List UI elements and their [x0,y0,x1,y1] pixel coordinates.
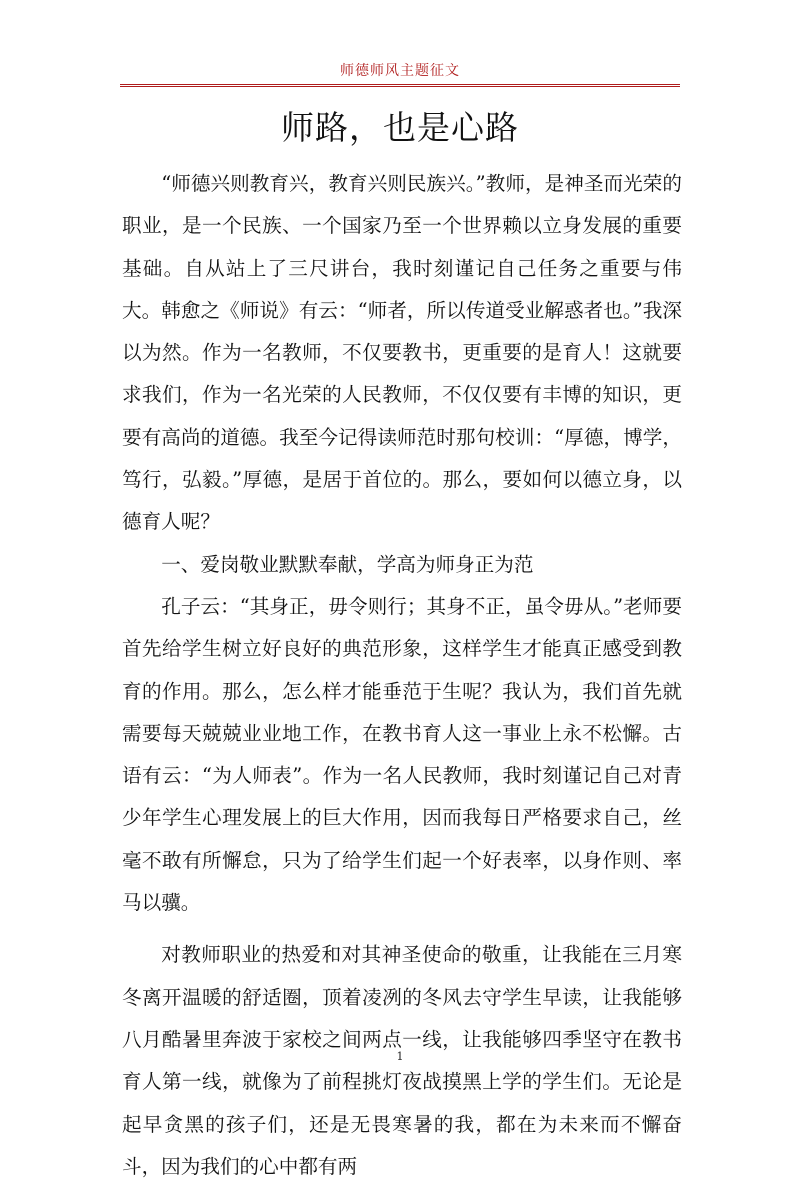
paragraph-intro: “师德兴则教育兴，教育兴则民族兴。”教师，是神圣而光荣的职业，是一个民族、一个国家乃至一个世界赖以立身发展的重要基础。自从站上了三尺讲台，我时刻谨记自己任务之重要与伟大。韩愈之《师说》有云：“师者，所以传道受业解惑者也。”我深以为然。作为一名教师，不仅要教书，更重要的是育人！这就要求我们，作为一名光荣的人民教师，不仅仅要有丰博的知识，更要有高尚的道德。我至今记得读师范时那句校训：“厚德，博学，笃行，弘毅。”厚德，是居于首位的。那么，要如何以德立身，以德育人呢？ [122,172,682,534]
paragraph-confucius: 孔子云：“其身正，毋令则行；其身不正，虽令毋从。”老师要首先给学生树立好良好的典范形象，这样学生才能真正感受到教育的作用。那么，怎么样才能垂范于生呢？我认为，我们首先就需要每天兢兢业业地工作，在教书育人这一事业上永不松懈。古语有云：“为人师表”。作为一名人民教师，我时刻谨记自己对青少年学生心理发展上的巨大作用，因而我每日严格要求自己，丝毫不敢有所懈怠，只为了给学生们起一个好表率，以身作则、率马以骥。 [122,594,682,915]
document-body [122,163,682,1188]
document-title: 师路，也是心路 [281,108,519,147]
paragraph-dedication: 对教师职业的热爱和对其神圣使命的敬重，让我能在三月寒冬离开温暖的舒适圈，顶着凌冽的冬风去守学生早读，让我能够八月酷暑里奔波于家校之间两点一线，让我能够四季坚守在教书育人第一线，就像为了前程挑灯夜战摸黑上学的学生们。无论是起早贪黑的孩子们，还是无畏寒暑的我，都在为未来而不懈奋斗，因为我们的心中都有两 [122,943,682,1178]
running-header: 师德师风主题征文 [340,63,460,79]
section-heading: 一、爱岗敬业默默奉献，学高为师身正为范 [161,552,534,576]
header-rule [120,84,680,87]
page-number: 1 [396,1050,404,1063]
